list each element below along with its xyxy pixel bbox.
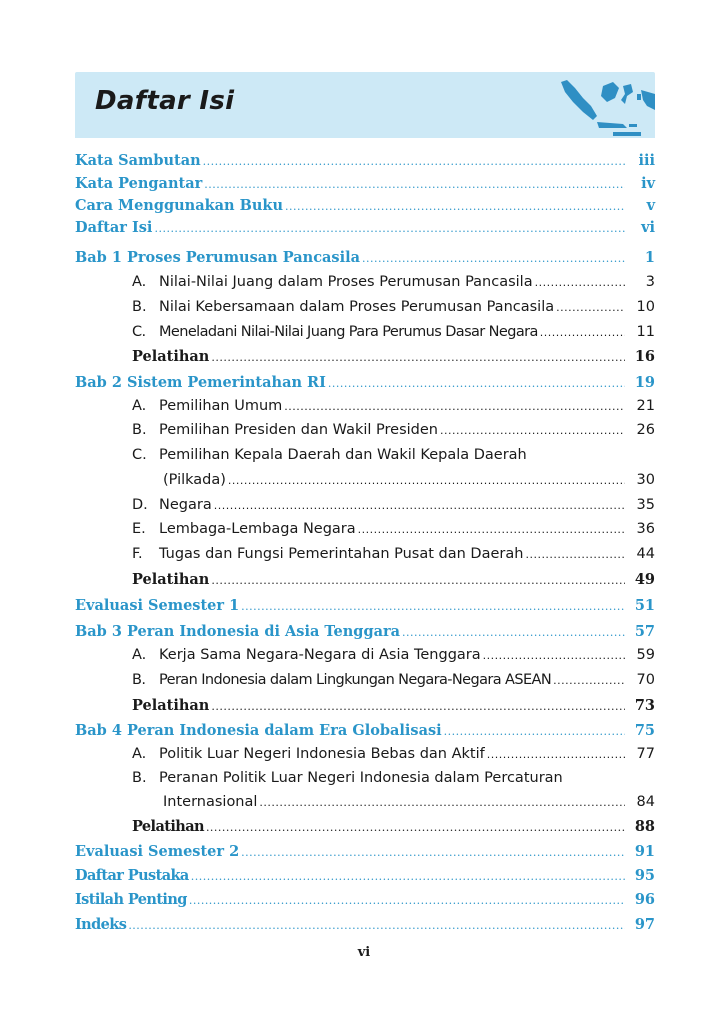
toc-entry-bab-2-d[interactable]: D. Negara ..... 35 <box>132 497 655 513</box>
toc-entry-bab-4-b-line2[interactable]: Internasional ..... 84 <box>163 794 655 810</box>
toc-entry-bab-1-b[interactable]: B. Nilai Kebersamaan dalam Proses Perumusan Pancasila ..... 10 <box>132 299 655 315</box>
toc-entry-bab-1[interactable]: Bab 1 Proses Perumusan Pancasila ..... 1 <box>75 249 655 266</box>
toc-entry-kata-pengantar[interactable]: Kata Pengantar ..... iv <box>75 175 655 192</box>
toc-entry-bab-3[interactable]: Bab 3 Peran Indonesia di Asia Tenggara ..... 57 <box>75 623 655 640</box>
toc-entry-bab-2[interactable]: Bab 2 Sistem Pemerintahan RI ..... 19 <box>75 374 655 391</box>
toc-entry-evaluasi-semester-1[interactable]: Evaluasi Semester 1 ..... 51 <box>75 597 655 614</box>
toc-entry-bab-3-pelatihan[interactable]: Pelatihan ..... 73 <box>132 697 655 714</box>
toc-entry-bab-3-a[interactable]: A. Kerja Sama Negara-Negara di Asia Tenggara ..... 59 <box>132 647 655 663</box>
page-title: Daftar Isi <box>95 86 235 116</box>
toc-entry-cara-menggunakan-buku[interactable]: Cara Menggunakan Buku ..... v <box>75 197 655 214</box>
toc-entry-bab-1-a[interactable]: A. Nilai-Nilai Juang dalam Proses Perumusan Pancasila ..... 3 <box>132 274 655 290</box>
toc-entry-istilah-penting[interactable]: Istilah Penting ..... 96 <box>75 891 655 908</box>
toc-entry-bab-2-c-line1[interactable]: C. Pemilihan Kepala Daerah dan Wakil Kepala Daerah <box>132 447 527 463</box>
toc-entry-bab-2-f[interactable]: F. Tugas dan Fungsi Pemerintahan Pusat dan Daerah ..... 44 <box>132 546 655 562</box>
toc-entry-bab-2-b[interactable]: B. Pemilihan Presiden dan Wakil Presiden ..... 26 <box>132 422 655 438</box>
toc-entry-indeks[interactable]: Indeks ..... 97 <box>75 916 655 933</box>
toc-entry-kata-sambutan[interactable]: Kata Sambutan ..... iii <box>75 152 655 169</box>
toc-entry-bab-2-a[interactable]: A. Pemilihan Umum ..... 21 <box>132 398 655 414</box>
toc-entry-bab-2-pelatihan[interactable]: Pelatihan ..... 49 <box>132 571 655 588</box>
header-banner <box>75 72 655 138</box>
toc-entry-daftar-pustaka[interactable]: Daftar Pustaka ..... 95 <box>75 867 655 884</box>
toc-entry-bab-3-b[interactable]: B. Peran Indonesia dalam Lingkungan Negara-Negara ASEAN ..... 70 <box>132 672 655 688</box>
page-number: vi <box>357 945 371 960</box>
toc-entry-bab-4-b-line1[interactable]: B. Peranan Politik Luar Negeri Indonesia dalam Percaturan <box>132 770 563 786</box>
toc-entry-bab-2-c-line2[interactable]: (Pilkada) ..... 30 <box>163 472 655 488</box>
indonesia-map-icon <box>553 72 655 138</box>
toc-entry-bab-1-pelatihan[interactable]: Pelatihan ..... 16 <box>132 348 655 365</box>
toc-entry-bab-4[interactable]: Bab 4 Peran Indonesia dalam Era Globalisasi ..... 75 <box>75 722 655 739</box>
toc-entry-bab-4-a[interactable]: A. Politik Luar Negeri Indonesia Bebas dan Aktif ..... 77 <box>132 746 655 762</box>
toc-entry-bab-1-c[interactable]: C. Meneladani Nilai-Nilai Juang Para Perumus Dasar Negara ..... 11 <box>132 324 655 340</box>
toc-entry-bab-4-pelatihan[interactable]: Pelatihan ..... 88 <box>132 818 655 835</box>
toc-entry-evaluasi-semester-2[interactable]: Evaluasi Semester 2 ..... 91 <box>75 843 655 860</box>
toc-entry-daftar-isi[interactable]: Daftar Isi ..... vi <box>75 219 655 236</box>
toc-entry-bab-2-e[interactable]: E. Lembaga-Lembaga Negara ..... 36 <box>132 521 655 537</box>
